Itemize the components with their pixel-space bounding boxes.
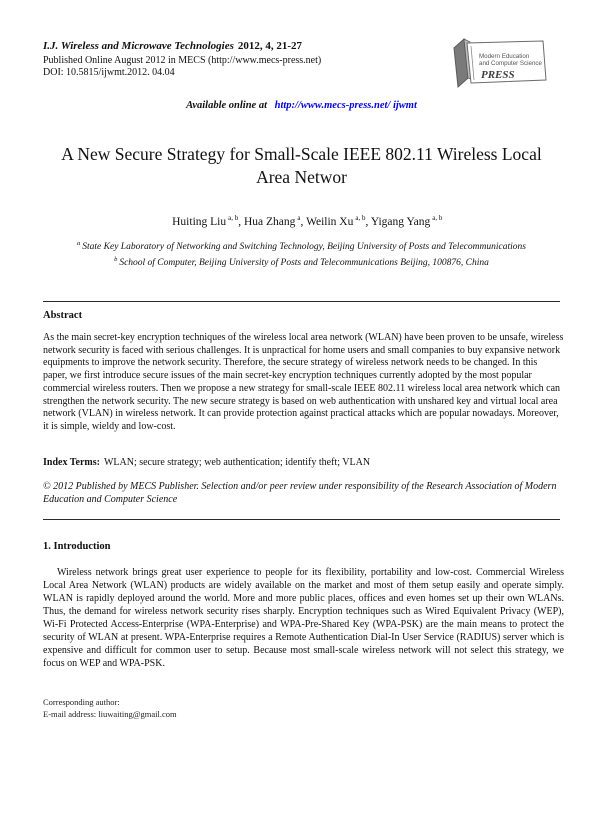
affiliation-text: State Key Laboratory of Networking and Switching Technology, Beijing University of Posts and Telecommunications <box>82 242 526 253</box>
page-footer <box>43 697 443 720</box>
author-name: Huiting Liu <box>172 215 227 228</box>
author-list <box>43 202 560 240</box>
journal-url-link[interactable]: http://www.mecs-press.net/ ijwmt <box>274 100 417 111</box>
author <box>172 216 244 228</box>
author-affil-sup: a <box>297 214 301 222</box>
journal-header <box>43 40 443 80</box>
author-affil-sup: a, b <box>355 214 366 222</box>
divider-top <box>43 301 560 302</box>
logo-press: PRESS <box>481 69 515 81</box>
logo-line2: and Computer Science <box>479 60 542 67</box>
available-online-line <box>43 100 560 111</box>
author-name: Hua Zhang <box>243 215 296 228</box>
affiliation-text: School of Computer, Beijing University of Posts and Telecommunications Beijing, 100876, China <box>119 257 489 268</box>
author <box>306 216 371 228</box>
author-affil-sup: a, b <box>228 214 239 222</box>
divider-bottom <box>43 519 560 520</box>
affiliation-list <box>43 238 560 269</box>
index-terms-label: Index Terms: <box>43 457 100 468</box>
affiliation-sup: b <box>114 255 118 263</box>
abstract-body: As the main secret-key encryption techniques of the wireless local area network (WLAN) have been proven to be unsafe, wireless network security is faced with serious challenges. It is unpractical for home users and small companies to buy expansive network equipments to improve the network security. Therefore, the secure strategy of wireless network needs to be changed. In this paper, we first introduce secure issues of the main secret-key encryption techniques currently adopted by the most popular commercial wireless routers. Then we propose a new strategy for small-scale IEEE 802.11 wireless local area network which can strengthen the network security. The new secure strategy is based on web authentication with unshared key and virtual local area network (VLAN) in wireless network. It can provide protection against practical attacks which are popular nowadays. Moreover, it is simple, wieldy and low-cost. <box>43 332 564 432</box>
author-separator: , <box>300 215 307 228</box>
corresponding-author-line: Corresponding author: <box>43 697 120 707</box>
available-online-prefix: Available online at <box>186 100 267 111</box>
abstract-heading: Abstract <box>43 310 83 321</box>
author-separator: , <box>238 215 244 228</box>
mecs-press-logo <box>440 34 555 94</box>
author <box>244 216 306 228</box>
affiliation-b <box>43 254 560 270</box>
paper-title: A New Secure Strategy for Small-Scale IEEE 802.11 Wireless Local Area Networ <box>61 144 542 187</box>
author-name: Yigang Yang <box>370 215 431 228</box>
introduction-heading: 1. Introduction <box>43 541 111 552</box>
author <box>371 216 443 228</box>
journal-title-line <box>43 40 443 53</box>
issue-info: 2012, 4, 21-27 <box>237 40 303 52</box>
index-terms <box>43 457 564 468</box>
copyright-notice: © 2012 Published by MECS Publisher. Selection and/or peer review under responsibility of the Research Association of Modern Education and Computer Science <box>43 481 557 505</box>
introduction-body: Wireless network brings great user experience to people for its flexibility, portability and low-cost. Commercial Wireless Local Area Network (WLAN) products are widely available on the market and most of them setup easily and operate simply. WLAN is rapidly deployed around the world. More and more public places, offices and even homes set up their own WLANs. Thus, the demand for wireless network security rises sharply. Encryption techniques such as Wired Equivalent Privacy (WEP), Wi-Fi Protected Access-Enterprise (WPA-Enterprise) and WPA-Pre-Shared Key (WPA-PSK) are the main means to protect the security of WLAN at present. WPA-Enterprise requires a Remote Authentication Dial-In User Service (RADIUS) server which is expensive and difficult for common user to setup. Because most small-scale wireless network will not select this strategy, we focus on WEP and WPA-PSK. <box>43 567 564 669</box>
journal-title: I.J. Wireless and Microwave Technologies <box>43 40 234 52</box>
logo-line1: Modern Education <box>479 53 530 60</box>
author-affil-sup: a, b <box>432 214 443 222</box>
published-line: Published Online August 2012 in MECS (http://www.mecs-press.net) <box>43 54 322 66</box>
affiliation-sup: a <box>77 240 81 247</box>
affiliation-a <box>43 238 560 254</box>
author-separator: , <box>365 215 371 228</box>
author-name: Weilin Xu <box>306 215 354 228</box>
index-terms-text: WLAN; secure strategy; web authentication; identify theft; VLAN <box>103 457 371 468</box>
doi-line: DOI: 10.5815/ijwmt.2012. 04.04 <box>43 67 175 78</box>
email-line: E-mail address: liuwaiting@gmail.com <box>43 708 177 719</box>
